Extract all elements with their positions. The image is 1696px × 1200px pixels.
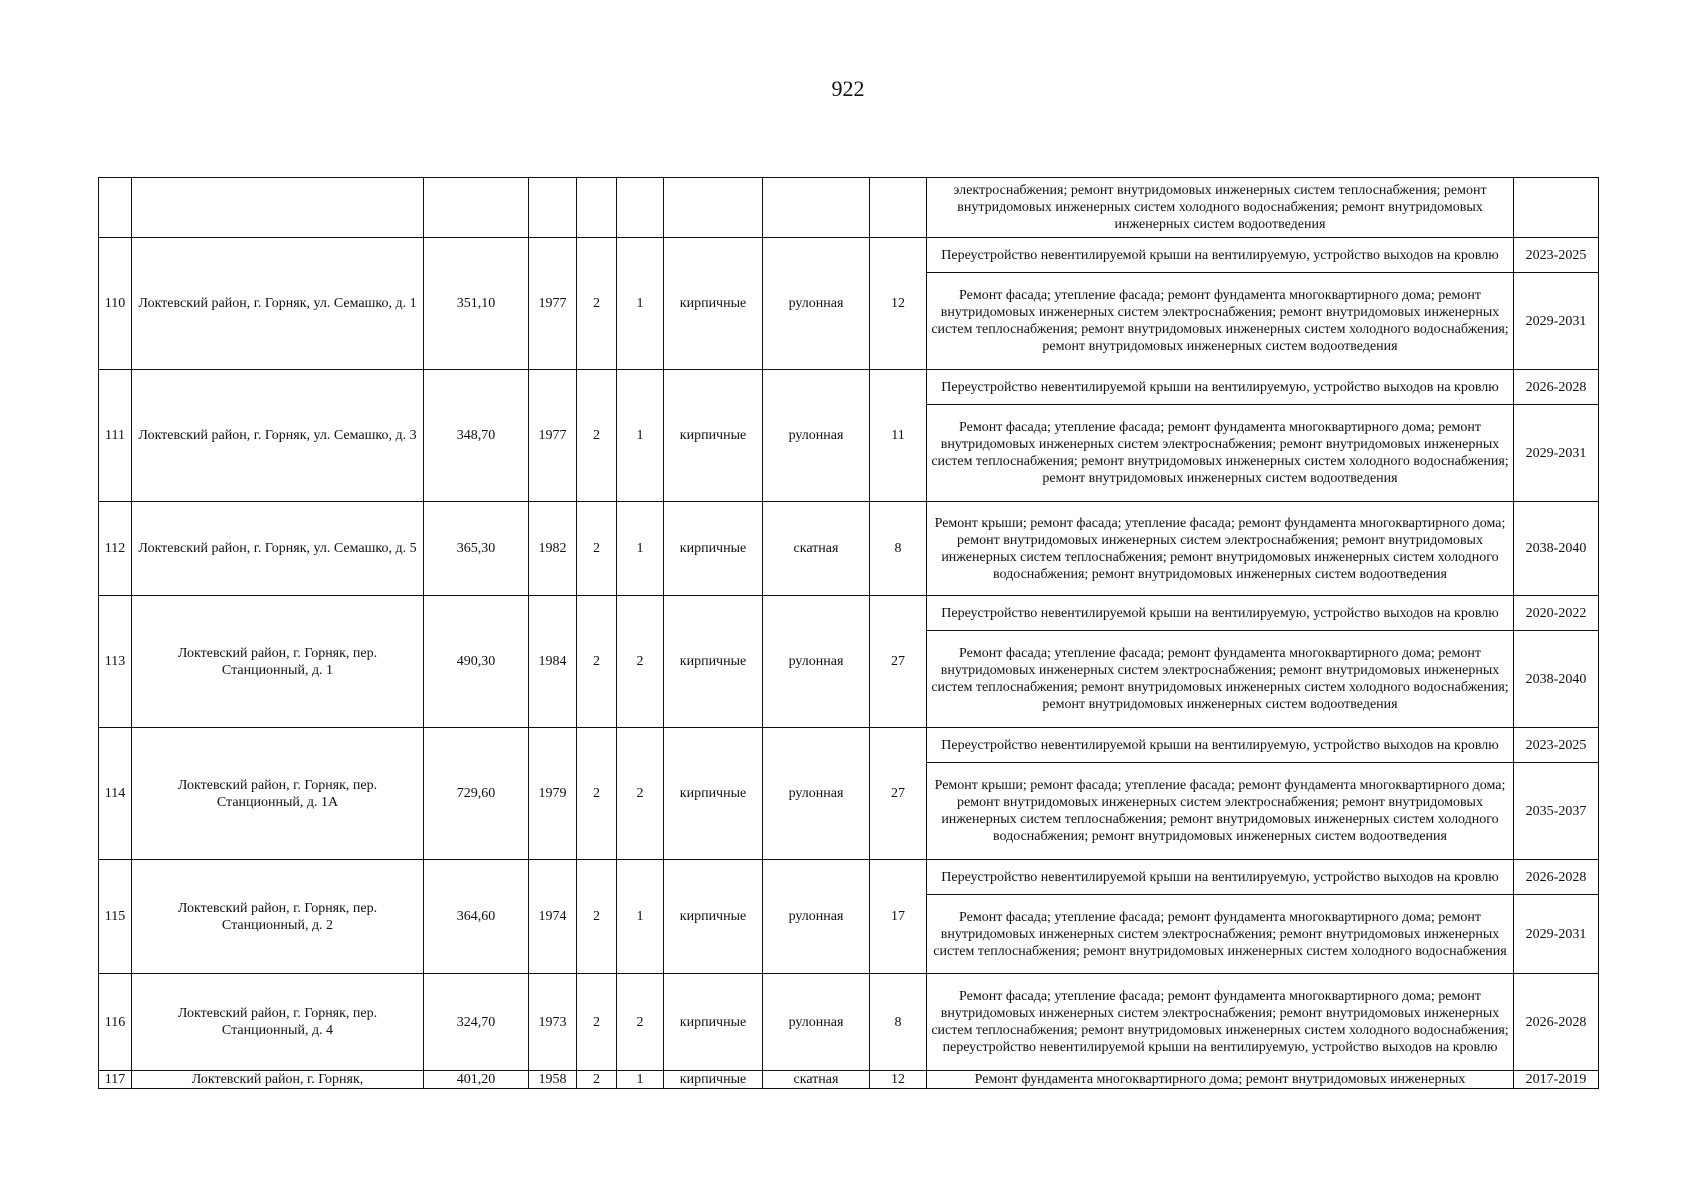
entrances-cell: 1 [617,238,664,370]
period-cell: 2029-2031 [1514,895,1599,974]
row-number: 113 [99,596,132,728]
count-cell: 8 [870,974,927,1071]
roof-cell: рулонная [763,974,870,1071]
works-cell: Переустройство невентилируемой крыши на вентилируемую, устройство выходов на кровлю [927,596,1514,631]
area-cell: 729,60 [424,728,529,860]
period-cell: 2017-2019 [1514,1071,1599,1089]
floors-cell: 2 [577,238,617,370]
row-number: 117 [99,1071,132,1089]
address-cell: Локтевский район, г. Горняк, ул. Семашко, д. 1 [132,238,424,370]
count-cell: 12 [870,1071,927,1089]
year-cell: 1977 [529,238,577,370]
roof-cell: рулонная [763,860,870,974]
registry-body [99,178,1599,1089]
floors-cell: 2 [577,974,617,1071]
year-cell [529,178,577,238]
count-cell: 27 [870,596,927,728]
floors-cell [577,178,617,238]
works-cell: Ремонт крыши; ремонт фасада; утепление фасада; ремонт фундамента многоквартирного дома; ремонт внутридомовых инженерных систем электроснабжения; ремонт внутридомовых инженерных систем теплоснабжения; ремонт внутридомовых инженерных систем холодного водоснабжения; ремонт внутридомовых инженерных систем водоотведения [927,763,1514,860]
works-cell: Ремонт фасада; утепление фасада; ремонт фундамента многоквартирного дома; ремонт внутридомовых инженерных систем электроснабжения; ремонт внутридомовых инженерных систем теплоснабжения; ремонт внутридомовых инженерных систем холодного водоснабжения [927,895,1514,974]
floors-cell: 2 [577,728,617,860]
period-cell: 2026-2028 [1514,974,1599,1071]
period-cell: 2026-2028 [1514,860,1599,895]
works-cell: Переустройство невентилируемой крыши на вентилируемую, устройство выходов на кровлю [927,860,1514,895]
roof-cell: рулонная [763,370,870,502]
area-cell: 364,60 [424,860,529,974]
address-cell: Локтевский район, г. Горняк, пер. Станционный, д. 1А [132,728,424,860]
roof-cell: скатная [763,1071,870,1089]
walls-cell [664,178,763,238]
row-number: 116 [99,974,132,1071]
count-cell [870,178,927,238]
area-cell: 490,30 [424,596,529,728]
walls-cell: кирпичные [664,1071,763,1089]
period-cell [1514,178,1599,238]
count-cell: 27 [870,728,927,860]
table-row [99,370,1599,405]
area-cell: 351,10 [424,238,529,370]
walls-cell: кирпичные [664,596,763,728]
table-row-continuation [99,178,1599,238]
works-cell: электроснабжения; ремонт внутридомовых инженерных систем теплоснабжения; ремонт внутридомовых инженерных систем холодного водоснабжения; ремонт внутридомовых инженерных систем водоотведения [927,178,1514,238]
works-cell: Ремонт фундамента многоквартирного дома; ремонт внутридомовых инженерных [927,1071,1514,1089]
entrances-cell: 2 [617,728,664,860]
num-cell [99,178,132,238]
year-cell: 1974 [529,860,577,974]
period-cell: 2038-2040 [1514,502,1599,596]
housing-registry-table [98,177,1599,1089]
roof-cell: скатная [763,502,870,596]
table-row [99,974,1599,1071]
entrances-cell: 2 [617,596,664,728]
walls-cell: кирпичные [664,238,763,370]
works-cell: Переустройство невентилируемой крыши на вентилируемую, устройство выходов на кровлю [927,370,1514,405]
row-number: 114 [99,728,132,860]
period-cell: 2023-2025 [1514,238,1599,273]
area-cell: 401,20 [424,1071,529,1089]
row-number: 115 [99,860,132,974]
area-cell: 324,70 [424,974,529,1071]
period-cell: 2029-2031 [1514,273,1599,370]
address-cell: Локтевский район, г. Горняк, ул. Семашко, д. 3 [132,370,424,502]
walls-cell: кирпичные [664,728,763,860]
period-cell: 2023-2025 [1514,728,1599,763]
floors-cell: 2 [577,502,617,596]
entrances-cell: 1 [617,860,664,974]
roof-cell: рулонная [763,238,870,370]
count-cell: 17 [870,860,927,974]
entrances-cell [617,178,664,238]
period-cell: 2026-2028 [1514,370,1599,405]
entrances-cell: 1 [617,370,664,502]
walls-cell: кирпичные [664,370,763,502]
row-number: 111 [99,370,132,502]
count-cell: 12 [870,238,927,370]
walls-cell: кирпичные [664,974,763,1071]
works-cell: Ремонт крыши; ремонт фасада; утепление фасада; ремонт фундамента многоквартирного дома; ремонт внутридомовых инженерных систем электроснабжения; ремонт внутридомовых инженерных систем теплоснабжения; ремонт внутридомовых инженерных систем холодного водоснабжения; ремонт внутридомовых инженерных систем водоотведения [927,502,1514,596]
entrances-cell: 1 [617,1071,664,1089]
works-cell: Ремонт фасада; утепление фасада; ремонт фундамента многоквартирного дома; ремонт внутридомовых инженерных систем электроснабжения; ремонт внутридомовых инженерных систем теплоснабжения; ремонт внутридомовых инженерных систем холодного водоснабжения; ремонт внутридомовых инженерных систем водоотведения [927,405,1514,502]
table-row [99,860,1599,895]
works-cell: Ремонт фасада; утепление фасада; ремонт фундамента многоквартирного дома; ремонт внутридомовых инженерных систем электроснабжения; ремонт внутридомовых инженерных систем теплоснабжения; ремонт внутридомовых инженерных систем холодного водоснабжения; ремонт внутридомовых инженерных систем водоотведения [927,273,1514,370]
period-cell: 2029-2031 [1514,405,1599,502]
floors-cell: 2 [577,860,617,974]
page-number: 922 [831,76,865,101]
works-cell: Переустройство невентилируемой крыши на вентилируемую, устройство выходов на кровлю [927,238,1514,273]
table-row [99,1071,1599,1089]
period-cell: 2020-2022 [1514,596,1599,631]
works-cell: Ремонт фасада; утепление фасада; ремонт фундамента многоквартирного дома; ремонт внутридомовых инженерных систем электроснабжения; ремонт внутридомовых инженерных систем теплоснабжения; ремонт внутридомовых инженерных систем холодного водоснабжения; переустройство невентилируемой крыши на вентилируемую, устройство выходов на кровлю [927,974,1514,1071]
row-number: 110 [99,238,132,370]
year-cell: 1984 [529,596,577,728]
year-cell: 1973 [529,974,577,1071]
floors-cell: 2 [577,596,617,728]
address-cell: Локтевский район, г. Горняк, пер. Станционный, д. 2 [132,860,424,974]
floors-cell: 2 [577,370,617,502]
address-cell: Локтевский район, г. Горняк, пер. Станционный, д. 4 [132,974,424,1071]
count-cell: 8 [870,502,927,596]
year-cell: 1982 [529,502,577,596]
address-cell: Локтевский район, г. Горняк, [132,1071,424,1089]
table-row [99,596,1599,631]
address-cell: Локтевский район, г. Горняк, пер. Станционный, д. 1 [132,596,424,728]
works-cell: Ремонт фасада; утепление фасада; ремонт фундамента многоквартирного дома; ремонт внутридомовых инженерных систем электроснабжения; ремонт внутридомовых инженерных систем теплоснабжения; ремонт внутридомовых инженерных систем холодного водоснабжения; ремонт внутридомовых инженерных систем водоотведения [927,631,1514,728]
walls-cell: кирпичные [664,502,763,596]
roof-cell [763,178,870,238]
works-cell: Переустройство невентилируемой крыши на вентилируемую, устройство выходов на кровлю [927,728,1514,763]
roof-cell: рулонная [763,596,870,728]
year-cell: 1958 [529,1071,577,1089]
table-row [99,728,1599,763]
area-cell [424,178,529,238]
walls-cell: кирпичные [664,860,763,974]
area-cell: 365,30 [424,502,529,596]
area-cell: 348,70 [424,370,529,502]
entrances-cell: 2 [617,974,664,1071]
table-row [99,238,1599,273]
roof-cell: рулонная [763,728,870,860]
row-number: 112 [99,502,132,596]
year-cell: 1977 [529,370,577,502]
address-cell: Локтевский район, г. Горняк, ул. Семашко, д. 5 [132,502,424,596]
address-cell [132,178,424,238]
table-row [99,502,1599,596]
entrances-cell: 1 [617,502,664,596]
count-cell: 11 [870,370,927,502]
year-cell: 1979 [529,728,577,860]
period-cell: 2038-2040 [1514,631,1599,728]
period-cell: 2035-2037 [1514,763,1599,860]
floors-cell: 2 [577,1071,617,1089]
